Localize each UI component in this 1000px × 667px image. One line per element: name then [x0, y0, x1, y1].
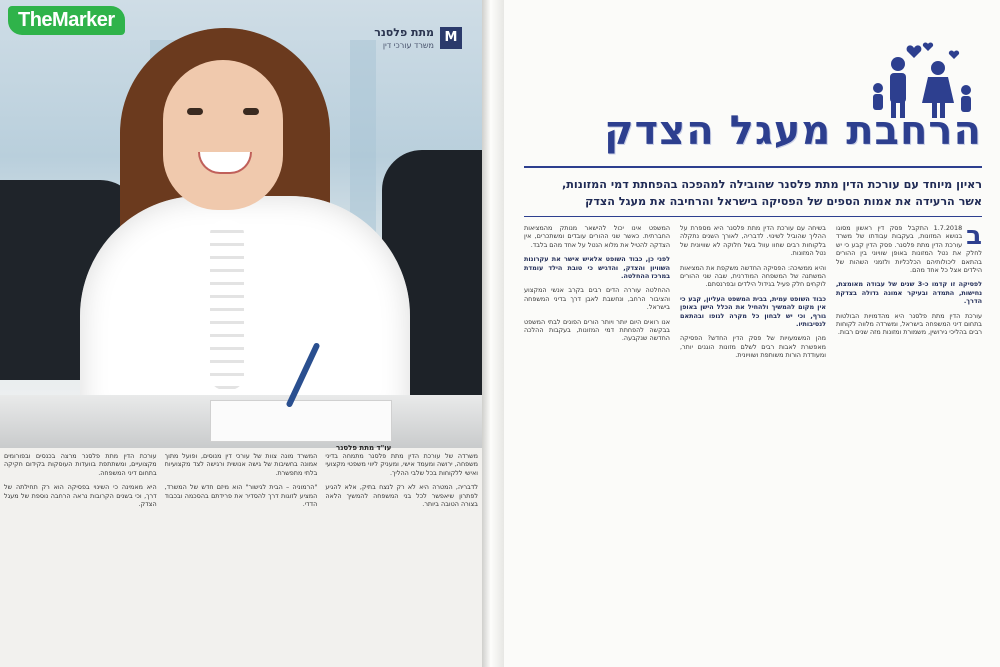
firm-branding [298, 24, 468, 64]
eye [243, 108, 259, 115]
paragraph: 1.7.2018 התקבל פסק דין ראשון מסוגו בנושא המזונות, בעקבות עבודתו של משרד עורכת הדין מתת פלסנר. פסק הדין קבע כי יש לחלק את נטל המזונות באופן שוויוני בין ההורים בהתאם ליכולותיהם הכלכליות ולזמני השהות של הילדים אצל כל אחד מהם. [836, 224, 982, 275]
paragraph: ההחלטה עוררה הדים רבים בקרב אנשי המקצוע והציבור הרחב, ונחשבת לאבן דרך בדיני המשפחה בישראל. [524, 286, 670, 312]
paragraph: היא מאמינה כי השינוי בפסיקה הוא רק תחילתה של דרך, וכי בשנים הקרובות נראה הרחבה נוספת של מעגל הצדק. [3, 483, 157, 509]
firm-name: מתת פלסנר [374, 26, 434, 39]
paragraph: עורכת הדין מתת פלסנר מרצה בכנסים ובפורומים מקצועיים, ומשתתפת בוועדות העוסקות בקידום חקיקה בתחום דיני המשפחה. [3, 452, 157, 477]
white-blouse [80, 196, 410, 426]
right-column-1 [836, 224, 982, 644]
left-page [0, 0, 482, 667]
left-article-body [4, 452, 478, 664]
page-gutter [482, 0, 504, 667]
right-column-2 [680, 224, 826, 644]
left-column-1 [325, 452, 478, 664]
headline-rule [524, 166, 982, 168]
paragraph: המשרד מונה צוות של עורכי דין מנוסים, ופועל מתוך אמונה בחשיבות של גישה אנושית ורגישה לצד מקצועיות בלתי מתפשרת. [164, 452, 318, 477]
blouse-ruffle [210, 220, 244, 390]
paragraph: לפני כן, כבוד השופט אלאיש אישר את עקרונות השוויון והצדק, והדגיש כי טובת הילד עומדת במרכז ההחלטה. [524, 255, 670, 281]
paragraph: אנו רואים היום יותר ויותר הורים הפונים לבתי המשפט בבקשה להפחתת דמי המזונות, בעקבות ההלכה החדשה שנקבעה. [524, 317, 670, 343]
paragraph: לפסיקה זו קדמו כ-3 שנים של עבודה מאומצת, נחישות, התמדה ובעיקר אמונה גדולה בצדקת הדרך. [836, 280, 982, 306]
left-column-3 [4, 452, 157, 664]
paragraph: בשיחה עם עורכת הדין מתת פלסנר היא מספרת על ההליך שהוביל לשינוי. לדבריה, לאורך השנים נתקלה בלקוחות רבים שחוו עוול בשל חלוקה לא שוויונית של נטל המזונות. [680, 224, 826, 258]
themarker-logo: TheMarker [8, 6, 125, 35]
right-page [504, 0, 1000, 667]
article-subheadline [522, 176, 982, 210]
paragraph: "הרמוניה – הבית לגישור" הוא מיזם חדש של המשרד, המציע לזוגות דרך להסדיר את פרידתם בהסכמה ובכבוד הדדי. [164, 483, 318, 509]
firm-subtitle: משרד עורכי דין [382, 41, 434, 50]
paragraph: משרדה של עורכת הדין מתת פלסנר מתמחה בדיני משפחה, ירושה ומעמד אישי, ומעניק ליווי משפטי מקצועי ואישי ללקוחות בכל שלבי ההליך. [325, 452, 478, 477]
paragraph: עורכת הדין מתת פלסנר היא מהדמויות הבולטות בתחום דיני המשפחה בישראל, ומשרדה מלווה לקוחות רבים בהליכי גירושין, משמורת ומזונות מזה שנים רבות. [836, 311, 982, 337]
right-column-3 [524, 224, 670, 644]
eye [187, 108, 203, 115]
paragraph: כבוד השופט עמית, בבית המשפט העליון, קבע כי אין מקום להמשיך ולהחיל את הכלל הישן באופן גורף, וכי יש לבחון כל מקרה לגופו ובהתאם לנסיבותיו. [680, 294, 826, 329]
paragraph: מהן המשמעויות של פסק הדין החדש? הפסיקה מאפשרת לאבות רבים לשלם מזונות הוגנים יותר, ומעודדת הורות משותפת ושוויונית. [680, 334, 826, 360]
left-column-2 [165, 452, 318, 664]
heart-icon [907, 43, 960, 59]
paragraph: המשפט אינו יכול להישאר מנותק מהמציאות החברתית. כאשר שני ההורים עובדים ומשתכרים, אין הצדקה להטיל את מלוא הנטל על אחד מהם בלבד. [524, 224, 670, 249]
drop-cap: ב [966, 224, 982, 251]
firm-logo-icon: M [440, 27, 462, 49]
face-shape [163, 60, 283, 210]
right-article-body [524, 224, 982, 644]
portrait-photo [0, 0, 482, 448]
paragraph: לדבריה, המטרה היא לא רק לנצח בתיק, אלא להגיע לפתרון שיאפשר לכל בני המשפחה להמשיך הלאה בצורה הטובה ביותר. [325, 483, 478, 509]
paper-sheet [210, 400, 392, 442]
photo-caption: עו"ד מתת פלסנר [336, 444, 392, 452]
subheadline-rule [524, 216, 982, 217]
subheadline-line: ראיון מיוחד עם עורכת הדין מתת פלסנר שהובילה למהפכה בהפחתת דמי המזונות, [562, 178, 982, 191]
subheadline-line: אשר הרעידה את אמות הספים של הפסיקה בישראל והרחיבה את מעגל הצדק [585, 195, 982, 208]
paragraph: והיא ממשיכה: הפסיקה החדשה משקפת את המציאות המשתנה של המשפחה המודרנית, שבה שני ההורים לוקחים חלק פעיל בגידול הילדים ובפרנסתם. [680, 263, 826, 289]
article-headline: הרחבת מעגל הצדק [604, 108, 982, 154]
